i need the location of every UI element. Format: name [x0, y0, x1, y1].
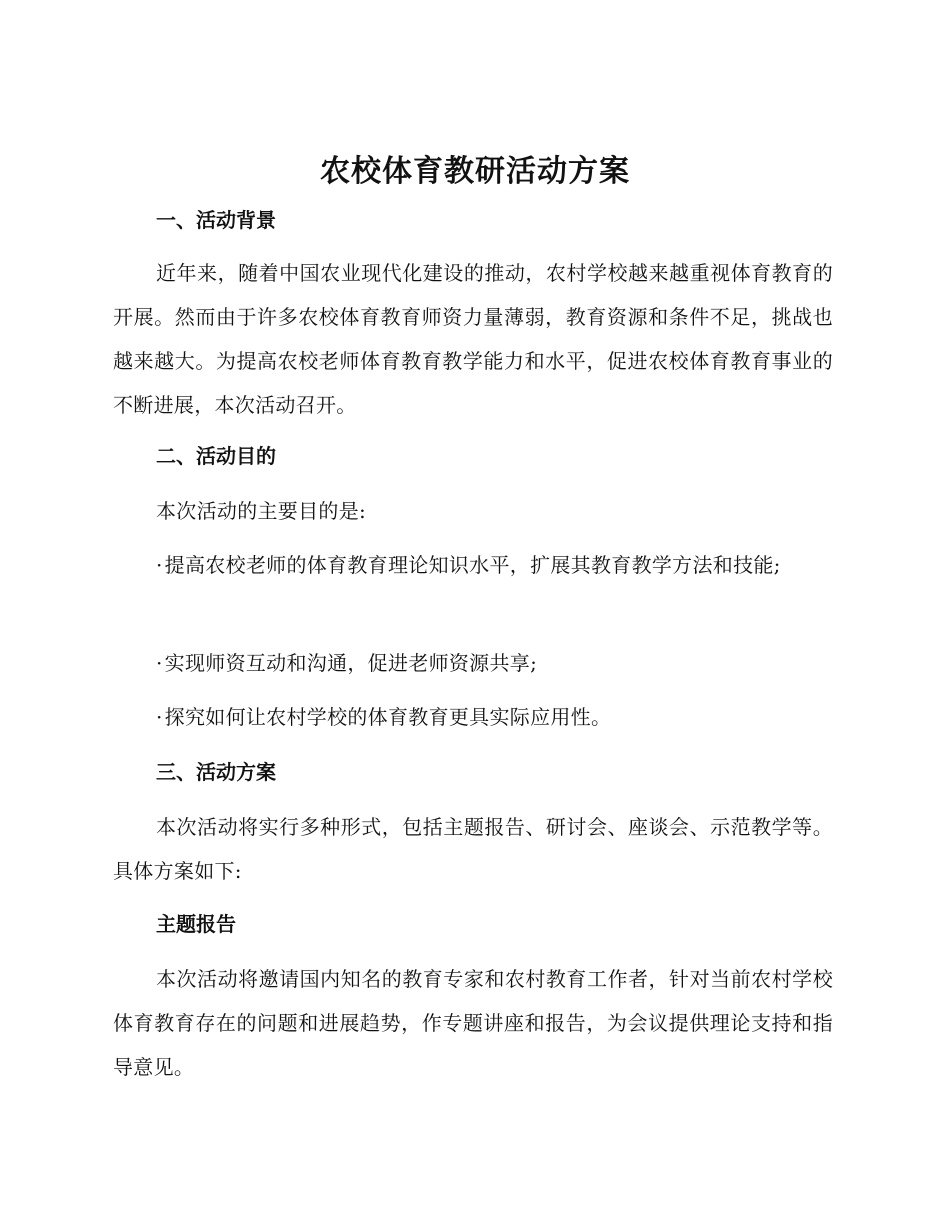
bullet-symbol: ·	[156, 705, 163, 729]
purpose-bullet-text: 探究如何让农村学校的体育教育更具实际应用性。	[164, 705, 612, 729]
document-title: 农校体育教研活动方案	[320, 154, 630, 189]
purpose-bullet-text: 提高农校老师的体育教育理论知识水平，扩展其教育教学方法和技能;	[164, 553, 781, 577]
section-heading-plan: 三、活动方案	[156, 760, 276, 784]
purpose-bullet-1	[113, 543, 833, 587]
purpose-intro: 本次活动的主要目的是:	[156, 499, 367, 523]
section-heading-purpose: 二、活动目的	[156, 444, 276, 468]
background-paragraph: 近年来，随着中国农业现代化建设的推动，农村学校越来越重视体育教育的开展。然而由于许多农校体育教育师资力量薄弱，教育资源和条件不足，挑战也越来越大。为提高农校老师体育教育教学能力和水平，促进农校体育教育事业的不断进展，本次活动召开。	[113, 261, 833, 417]
subsection-heading-keynote: 主题报告	[156, 912, 236, 936]
section-heading-background: 一、活动背景	[156, 208, 276, 232]
bullet-symbol: ·	[156, 553, 163, 577]
bullet-symbol: ·	[156, 651, 163, 675]
keynote-paragraph: 本次活动将邀请国内知名的教育专家和农村教育工作者，针对当前农村学校体育教育存在的问题和进展趋势，作专题讲座和报告，为会议提供理论支持和指导意见。	[113, 967, 833, 1079]
purpose-bullet-text: 实现师资互动和沟通，促进老师资源共享;	[164, 651, 538, 675]
purpose-bullet-3	[113, 695, 833, 739]
plan-paragraph: 本次活动将实行多种形式，包括主题报告、研讨会、座谈会、示范教学等。具体方案如下:	[113, 815, 833, 883]
purpose-bullet-2	[113, 641, 833, 685]
